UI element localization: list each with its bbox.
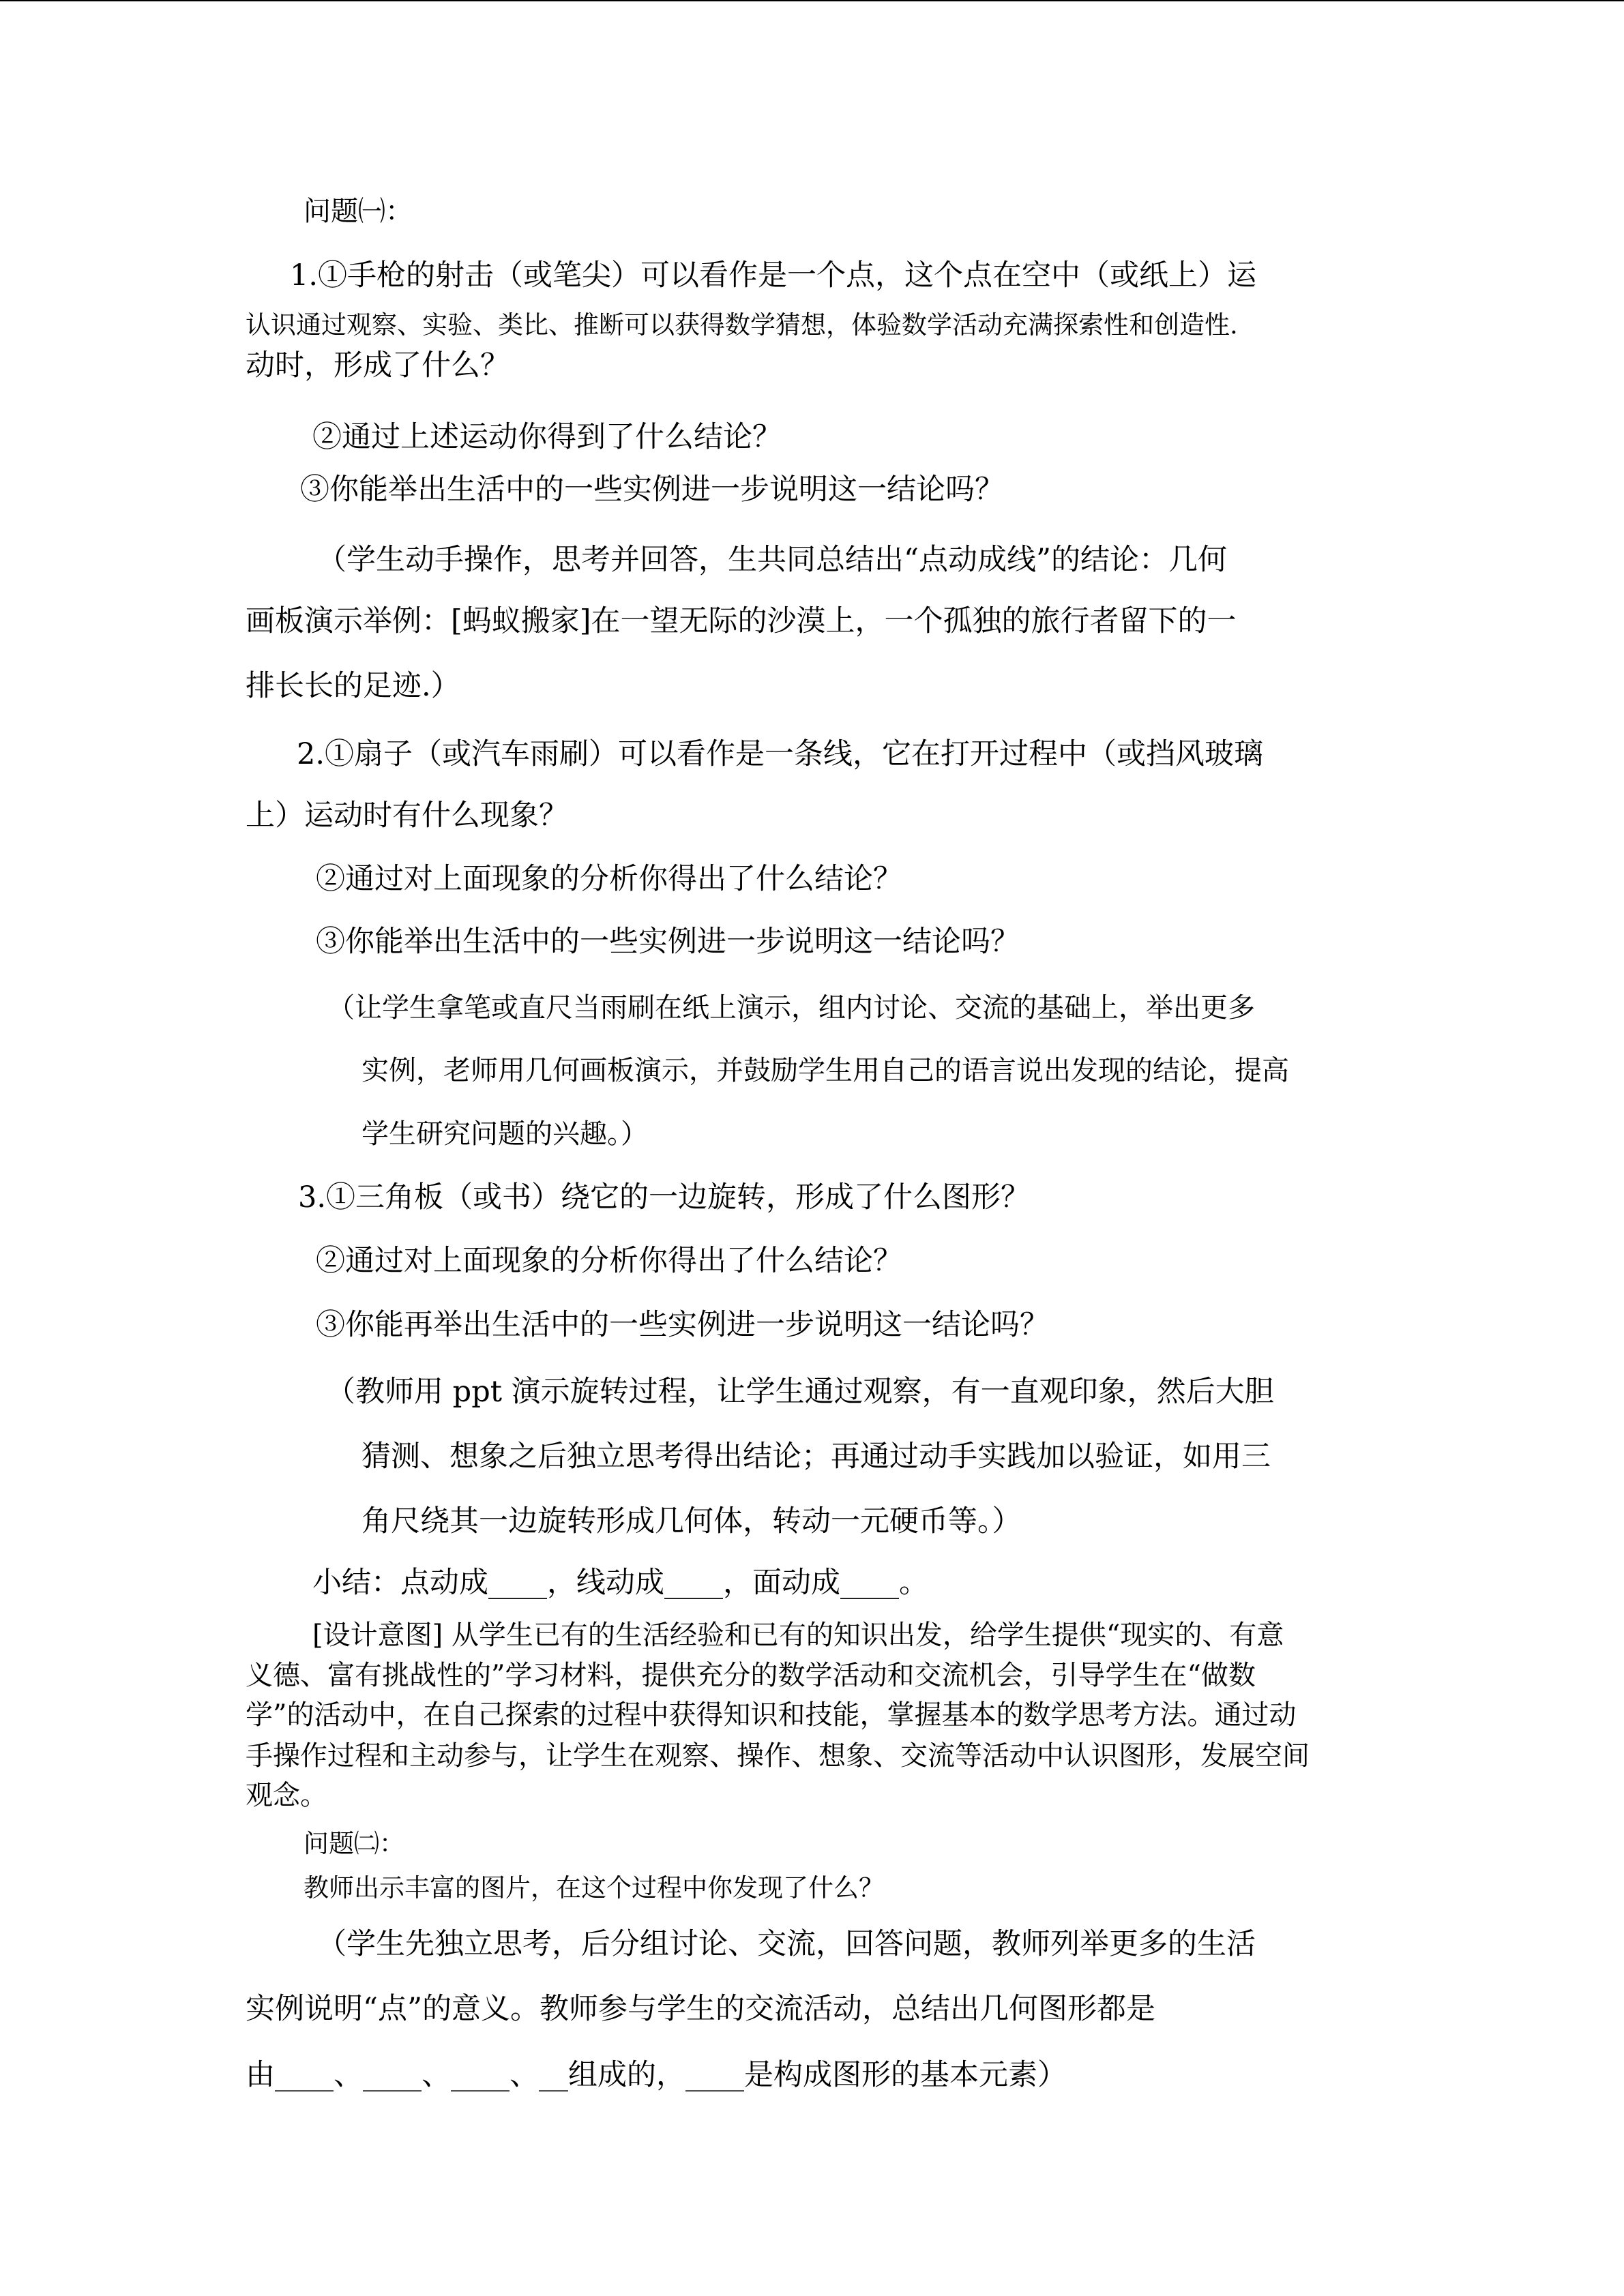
q1-item3-sub3: ③你能再举出生活中的一些实例进一步说明这一结论吗？ <box>316 1308 1049 1342</box>
q1-item2-line1: 2.①扇子（或汽车雨刷）可以看作是一条线，它在打开过程中（或挡风玻璃 <box>297 737 1264 771</box>
design-intent-line3: 学”的活动中，在自己探索的过程中获得知识和技能，掌握基本的数学思考方法。通过动 <box>246 1699 1297 1731</box>
design-intent-line1: [设计意图] 从学生已有的生活经验和已有的知识出发，给学生提供“现实的、有意 <box>312 1620 1284 1651</box>
q1-item3-sub2: ②通过对上面现象的分析你得出了什么结论？ <box>316 1244 902 1278</box>
q1-item1-sub3: ③你能举出生活中的一些实例进一步说明这一结论吗？ <box>300 473 1004 507</box>
q1-item1-sub2: ②通过上述运动你得到了什么结论？ <box>312 420 782 454</box>
note3-line3: 角尺绕其一边旋转形成几何体，转动一元硬币等。） <box>361 1504 1022 1538</box>
design-intent-line4: 手操作过程和主动参与，让学生在观察、操作、想象、交流等活动中认识图形，发展空间 <box>246 1740 1310 1772</box>
note4-line2: 实例说明“点”的意义。教师参与学生的交流活动，总结出几何图形都是 <box>246 1992 1155 2026</box>
note3-line1: （教师用 ppt 演示旋转过程，让学生通过观察，有一直观印象，然后大胆 <box>326 1375 1274 1409</box>
note2-line1: （让学生拿笔或直尺当雨刷在纸上演示，组内讨论、交流的基础上，举出更多 <box>327 992 1255 1024</box>
q1-item1-line2: 动时，形成了什么？ <box>246 348 510 383</box>
top-border-line <box>0 0 1624 1</box>
note1-line2: 画板演示举例：[蚂蚁搬家]在一望无际的沙漠上，一个孤独的旅行者留下的一 <box>246 604 1237 638</box>
note2-line2: 实例，老师用几何画板演示，并鼓励学生用自己的语言说出发现的结论，提高 <box>361 1055 1289 1086</box>
note4-line1: （学生先独立思考，后分组讨论、交流，回答问题，教师列举更多的生活 <box>317 1927 1256 1961</box>
design-intent-line2: 义德、富有挑战性的”学习材料，提供充分的数学活动和交流机会，引导学生在“做数 <box>246 1660 1256 1691</box>
overlay-text-line: 认识通过观察、实验、类比、推断可以获得数学猜想，体验数学活动充满探索性和创造性. <box>246 310 1238 340</box>
summary-line: 小结：点动成____，线动成____，面动成____。 <box>312 1566 928 1600</box>
design-intent-line5: 观念。 <box>246 1780 327 1811</box>
question-2-title: 问题㈡： <box>304 1829 404 1858</box>
note1-line1: （学生动手操作，思考并回答，生共同总结出“点动成线”的结论：几何 <box>317 543 1227 577</box>
note1-line3: 排长长的足迹.） <box>246 669 460 703</box>
question-1-title: 问题㈠： <box>304 196 413 227</box>
q1-item2-sub3: ③你能举出生活中的一些实例进一步说明这一结论吗？ <box>316 925 1020 959</box>
q1-item3-sub1: 3.①三角板（或书）绕它的一边旋转，形成了什么图形？ <box>298 1180 1031 1214</box>
note2-line3: 学生研究问题的兴趣。） <box>361 1118 648 1150</box>
note3-line2: 猜测、想象之后独立思考得出结论；再通过动手实践加以验证，如用三 <box>361 1440 1271 1474</box>
q1-item1-line1: 1.①手枪的射击（或笔尖）可以看作是一个点，这个点在空中（或纸上）运 <box>290 258 1257 293</box>
q1-item2-line2: 上）运动时有什么现象？ <box>246 799 568 833</box>
note4-line3: 由____、____、____、__组成的，____是构成图形的基本元素） <box>246 2058 1067 2092</box>
question-2-text: 教师出示丰富的图片，在这个过程中你发现了什么？ <box>304 1873 884 1903</box>
q1-item2-sub2: ②通过对上面现象的分析你得出了什么结论？ <box>316 862 902 896</box>
